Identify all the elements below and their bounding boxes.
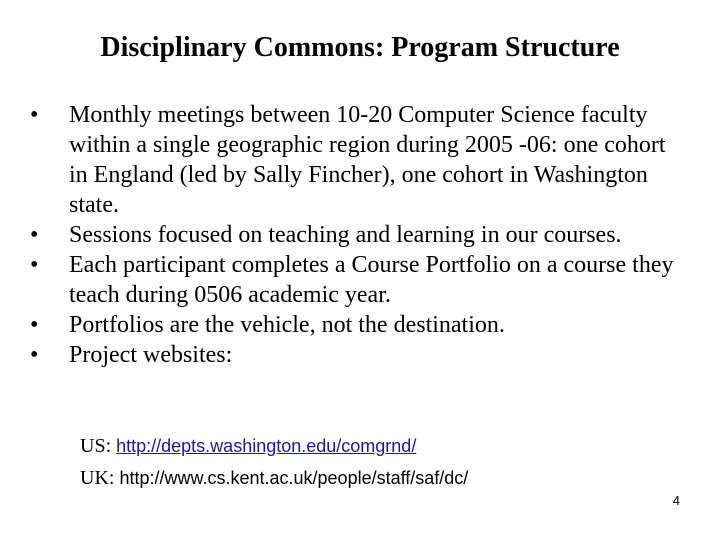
bullet-item <box>30 310 685 340</box>
website-link-us[interactable]: http://depts.washington.edu/comgrnd/ <box>116 436 417 456</box>
slide-title: Disciplinary Commons: Program Structure <box>100 32 620 63</box>
bullet-item <box>30 100 685 220</box>
project-websites <box>80 430 468 494</box>
website-label-uk: UK: <box>80 467 115 489</box>
website-row-us <box>80 430 468 462</box>
bullet-item <box>30 340 685 370</box>
bullet-text: Each participant completes a Course Portfolio on a course they teach during 0506 academic year. <box>69 252 674 308</box>
bullet-marker: • <box>30 102 39 128</box>
bullet-marker: • <box>30 252 39 278</box>
bullet-marker: • <box>30 312 39 338</box>
bullet-text: Sessions focused on teaching and learning in our courses. <box>69 222 622 248</box>
website-row-uk <box>80 462 468 494</box>
bullet-marker: • <box>30 222 39 248</box>
bullet-text: Portfolios are the vehicle, not the destination. <box>69 312 505 338</box>
bullet-list <box>30 100 685 370</box>
bullet-item <box>30 250 685 310</box>
bullet-item <box>30 220 685 250</box>
bullet-text: Monthly meetings between 10-20 Computer Science faculty within a single geographic region during 2005 -06: one cohort in England (led by Sally Fincher), one cohort in Washington state. <box>69 102 666 218</box>
bullet-marker: • <box>30 342 39 368</box>
website-link-uk[interactable]: http://www.cs.kent.ac.uk/people/staff/saf/dc/ <box>119 468 469 488</box>
website-label-us: US: <box>80 435 112 457</box>
page-number: 4 <box>672 493 680 508</box>
bullet-text: Project websites: <box>69 342 233 368</box>
